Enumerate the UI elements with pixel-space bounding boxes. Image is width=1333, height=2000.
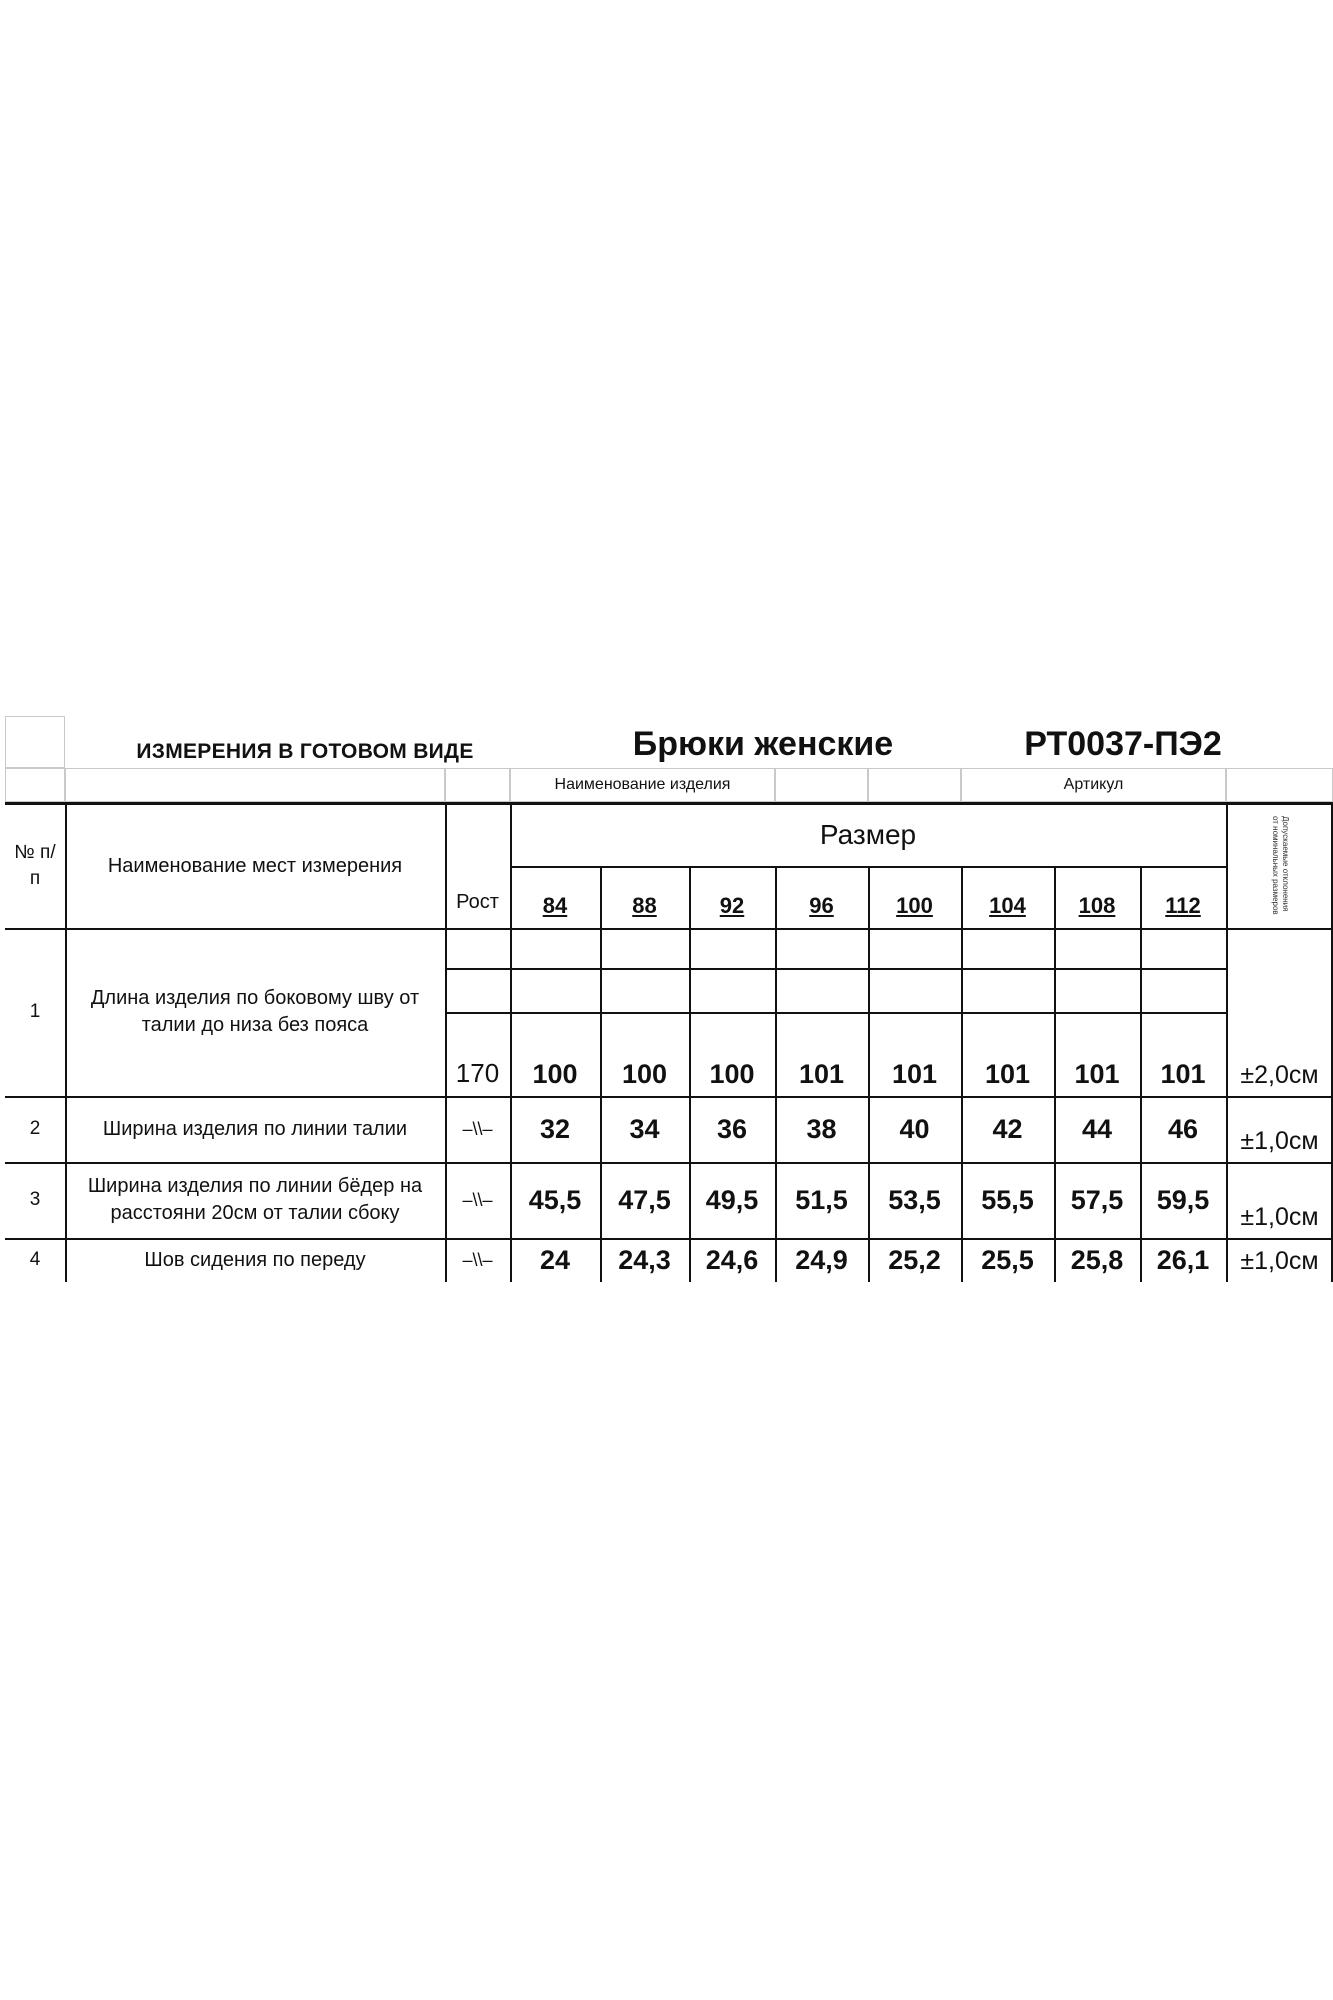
measurement-value: 101 [1160,1058,1206,1089]
measurement-value: 59,5 [1156,1184,1210,1215]
subheader-right-cell [1226,768,1333,802]
size-header-92: 92 [719,893,745,919]
measurement-value: 53,5 [888,1184,941,1215]
grid-line [961,866,963,1282]
column-size-header: Размер [819,819,917,851]
size-header-104: 104 [989,893,1026,919]
measurement-value: 24,9 [795,1244,848,1275]
size-header-96: 96 [809,893,834,919]
product-name-label: Наименование изделия [510,768,775,802]
grid-line [5,1238,1333,1240]
measurement-value: 34 [629,1113,660,1144]
subheader-left-cell [5,768,65,802]
measurement-name: Длина изделия по боковому шву от талии до низа без пояса [90,987,420,1036]
measurement-value: 101 [1074,1058,1120,1089]
subheader-measure-cell [65,768,445,802]
subheader-growth-cell [445,768,510,802]
measurement-value: 45,5 [528,1184,582,1215]
measurement-value: 25,8 [1070,1244,1124,1275]
size-header-100: 100 [896,893,933,919]
grid-line [1226,1096,1333,1098]
measurement-value: 100 [709,1058,755,1089]
grid-line [445,802,447,1282]
measurement-value: 46 [1167,1113,1199,1144]
measurement-value: 49,5 [705,1184,759,1215]
measurement-value: 25,2 [888,1244,941,1275]
column-growth-header: Рост [456,890,499,913]
measurement-value: 57,5 [1070,1184,1124,1215]
grid-line [868,866,870,1282]
size-header-88: 88 [632,893,657,919]
size-chart-table [5,716,1333,1282]
measurement-value: 40 [899,1113,930,1144]
measurement-value: 42 [992,1113,1023,1144]
row-number: 4 [29,1249,41,1271]
grid-line [5,802,1333,805]
measurement-value: 36 [716,1113,748,1144]
measurement-value: 24,6 [705,1244,759,1275]
measurement-value: 101 [891,1058,938,1089]
grid-line [5,928,1333,930]
column-number-header: № п/п [14,842,56,889]
grid-line [600,866,602,1282]
article-label: Артикул [961,768,1226,802]
measurement-value: 100 [621,1058,668,1089]
growth-value: –\\– [462,1189,493,1210]
header-corner-cell [5,716,65,768]
growth-value: –\\– [462,1249,493,1270]
tolerance-value: ±1,0см [1240,1127,1319,1156]
measurement-value: 24 [539,1244,571,1275]
column-measurement-header: Наименование мест измерения [107,854,403,877]
measurement-value: 25,5 [981,1244,1034,1275]
header-title-text: ИЗМЕРЕНИЯ В ГОТОВОМ ВИДЕ [136,739,474,763]
measurement-value: 101 [984,1058,1031,1089]
measurement-value: 100 [532,1058,578,1089]
measurement-value: 24,3 [618,1244,671,1275]
size-header-112: 112 [1165,893,1201,919]
grid-line [5,1162,1333,1164]
tolerance-header-text: Допускаемые отклонения от номинальных размеров [1270,816,1290,915]
growth-value: –\\– [462,1118,493,1139]
article-code: РТ0037-ПЭ2 [1024,725,1222,764]
grid-line [5,1096,1226,1098]
measurement-value: 55,5 [981,1184,1034,1215]
size-header-84: 84 [542,893,568,919]
measurement-name: Ширина изделия по линии талии [102,1117,408,1140]
size-header-108: 108 [1078,893,1116,919]
subheader-gap-cell [775,768,868,802]
measurement-value: 51,5 [795,1184,848,1215]
grid-line [65,802,67,1282]
grid-line [445,968,1226,970]
measurement-name: Шов сидения по переду [144,1248,366,1271]
row-number: 3 [29,1189,41,1211]
measurement-name: Ширина изделия по линии бёдер на расстояни 20см от талии сбоку [87,1175,423,1224]
grid-line [1054,866,1056,1282]
measurement-value: 101 [798,1058,845,1089]
row-number: 1 [29,1001,41,1023]
grid-line [1226,802,1228,1282]
measurement-value: 47,5 [618,1184,671,1215]
measurement-value: 26,1 [1156,1244,1210,1275]
measurement-value: 38 [806,1113,837,1144]
product-name: Брюки женские [632,725,894,764]
measurement-value: 44 [1081,1113,1113,1144]
row-number: 2 [29,1118,41,1140]
grid-line [510,802,512,1282]
column-tolerance-header [1226,804,1333,928]
grid-line [775,866,777,1282]
tolerance-value: ±2,0см [1240,1061,1319,1090]
growth-value: 170 [455,1058,500,1089]
tolerance-value: ±1,0см [1240,1203,1319,1232]
measurement-value: 32 [539,1113,571,1144]
subheader-gap-cell-2 [868,768,961,802]
grid-line [445,1012,1226,1014]
tolerance-value: ±1,0см [1240,1247,1319,1276]
grid-line [1140,866,1142,1282]
grid-line [689,866,691,1282]
